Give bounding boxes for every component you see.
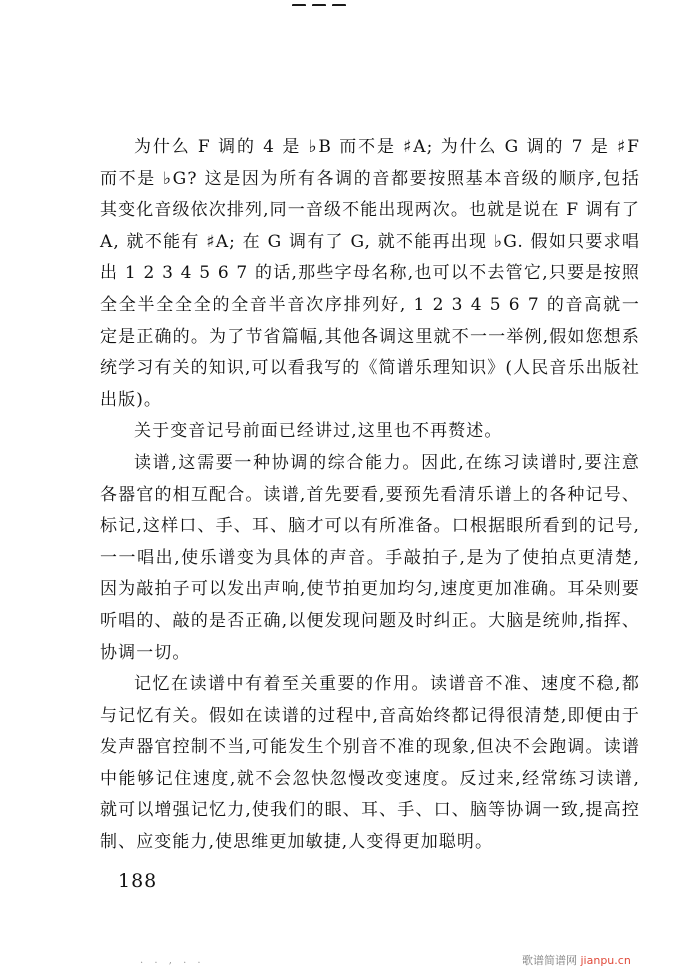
heading-fragment-stroke — [292, 4, 306, 6]
page-number: 188 — [118, 870, 158, 892]
site-watermark — [522, 952, 631, 968]
paragraph-memory: 记忆在读谱中有着至关重要的作用。读谱音不准、速度不稳,都与记忆有关。假如在读谱的过程中,音高始终都记得很清楚,即便由于发声器官控制不当,可能发生个别音不准的现象,但决不会跑调。读谱中能够记住速度,就不会忽快忽慢改变速度。反过来,经常练习读谱,就可以增强记忆力,使我们的眼、耳、手、口、脑等协调一致,提高控制、应变能力,使思维更加敏捷,人变得更加聪明。 — [100, 674, 640, 853]
heading-fragment-stroke — [332, 4, 346, 6]
watermark-domain: jianpu.cn — [580, 954, 631, 967]
scan-marks: . . , . . — [140, 955, 205, 966]
paragraph-reading-coordination: 读谱,这需要一种协调的综合能力。因此,在练习读谱时,要注意各器官的相互配合。读谱,首先要看,要预先看清乐谱上的各种记号、标记,这样口、手、耳、脑才可以有所准备。口根据眼所看到的记号,一一唱出,使乐谱变为具体的声音。手敲拍子,是为了使拍点更清楚,因为敲拍子可以发出声响,使节拍更加均匀,速度更加准确。耳朵则要听唱的、敲的是否正确,以便发现问题及时纠正。大脑是统帅,指挥、协调一切。 — [100, 452, 640, 663]
paragraph-accidentals: 关于变音记号前面已经讲过,这里也不再赘述。 — [134, 421, 503, 442]
paragraph-key-signature: 为什么 F 调的 4 是 ♭B 而不是 ♯A; 为什么 G 调的 7 是 ♯F 而不是 ♭G? 这是因为所有各调的音都要按照基本音级的顺序,包括其变化音级依次排列,同一音级不能出现两次。也就是说在 F 调有了 A, 就不能有 ♯A; 在 G 调有了 G, 就不能再出现 ♭G. 假如只要求唱出 1 2 3 4 5 6 7 的话,那些字母名称,也可以不去管它,只要是按照全全半全全全的全音半音次序排列好, 1 2 3 4 5 6 7 的音高就一定是正确的。为了节省篇幅,其他各调这里就不一一举例,假如您想系统学习有关的知识,可以看我写的《简谱乐理知识》(人民音乐出版社出版)。 — [100, 137, 640, 410]
watermark-site-name: 歌谱简谱网 — [522, 954, 577, 967]
heading-fragment-stroke — [312, 4, 326, 6]
body-text — [100, 132, 640, 859]
top-cropped-heading — [292, 0, 382, 6]
